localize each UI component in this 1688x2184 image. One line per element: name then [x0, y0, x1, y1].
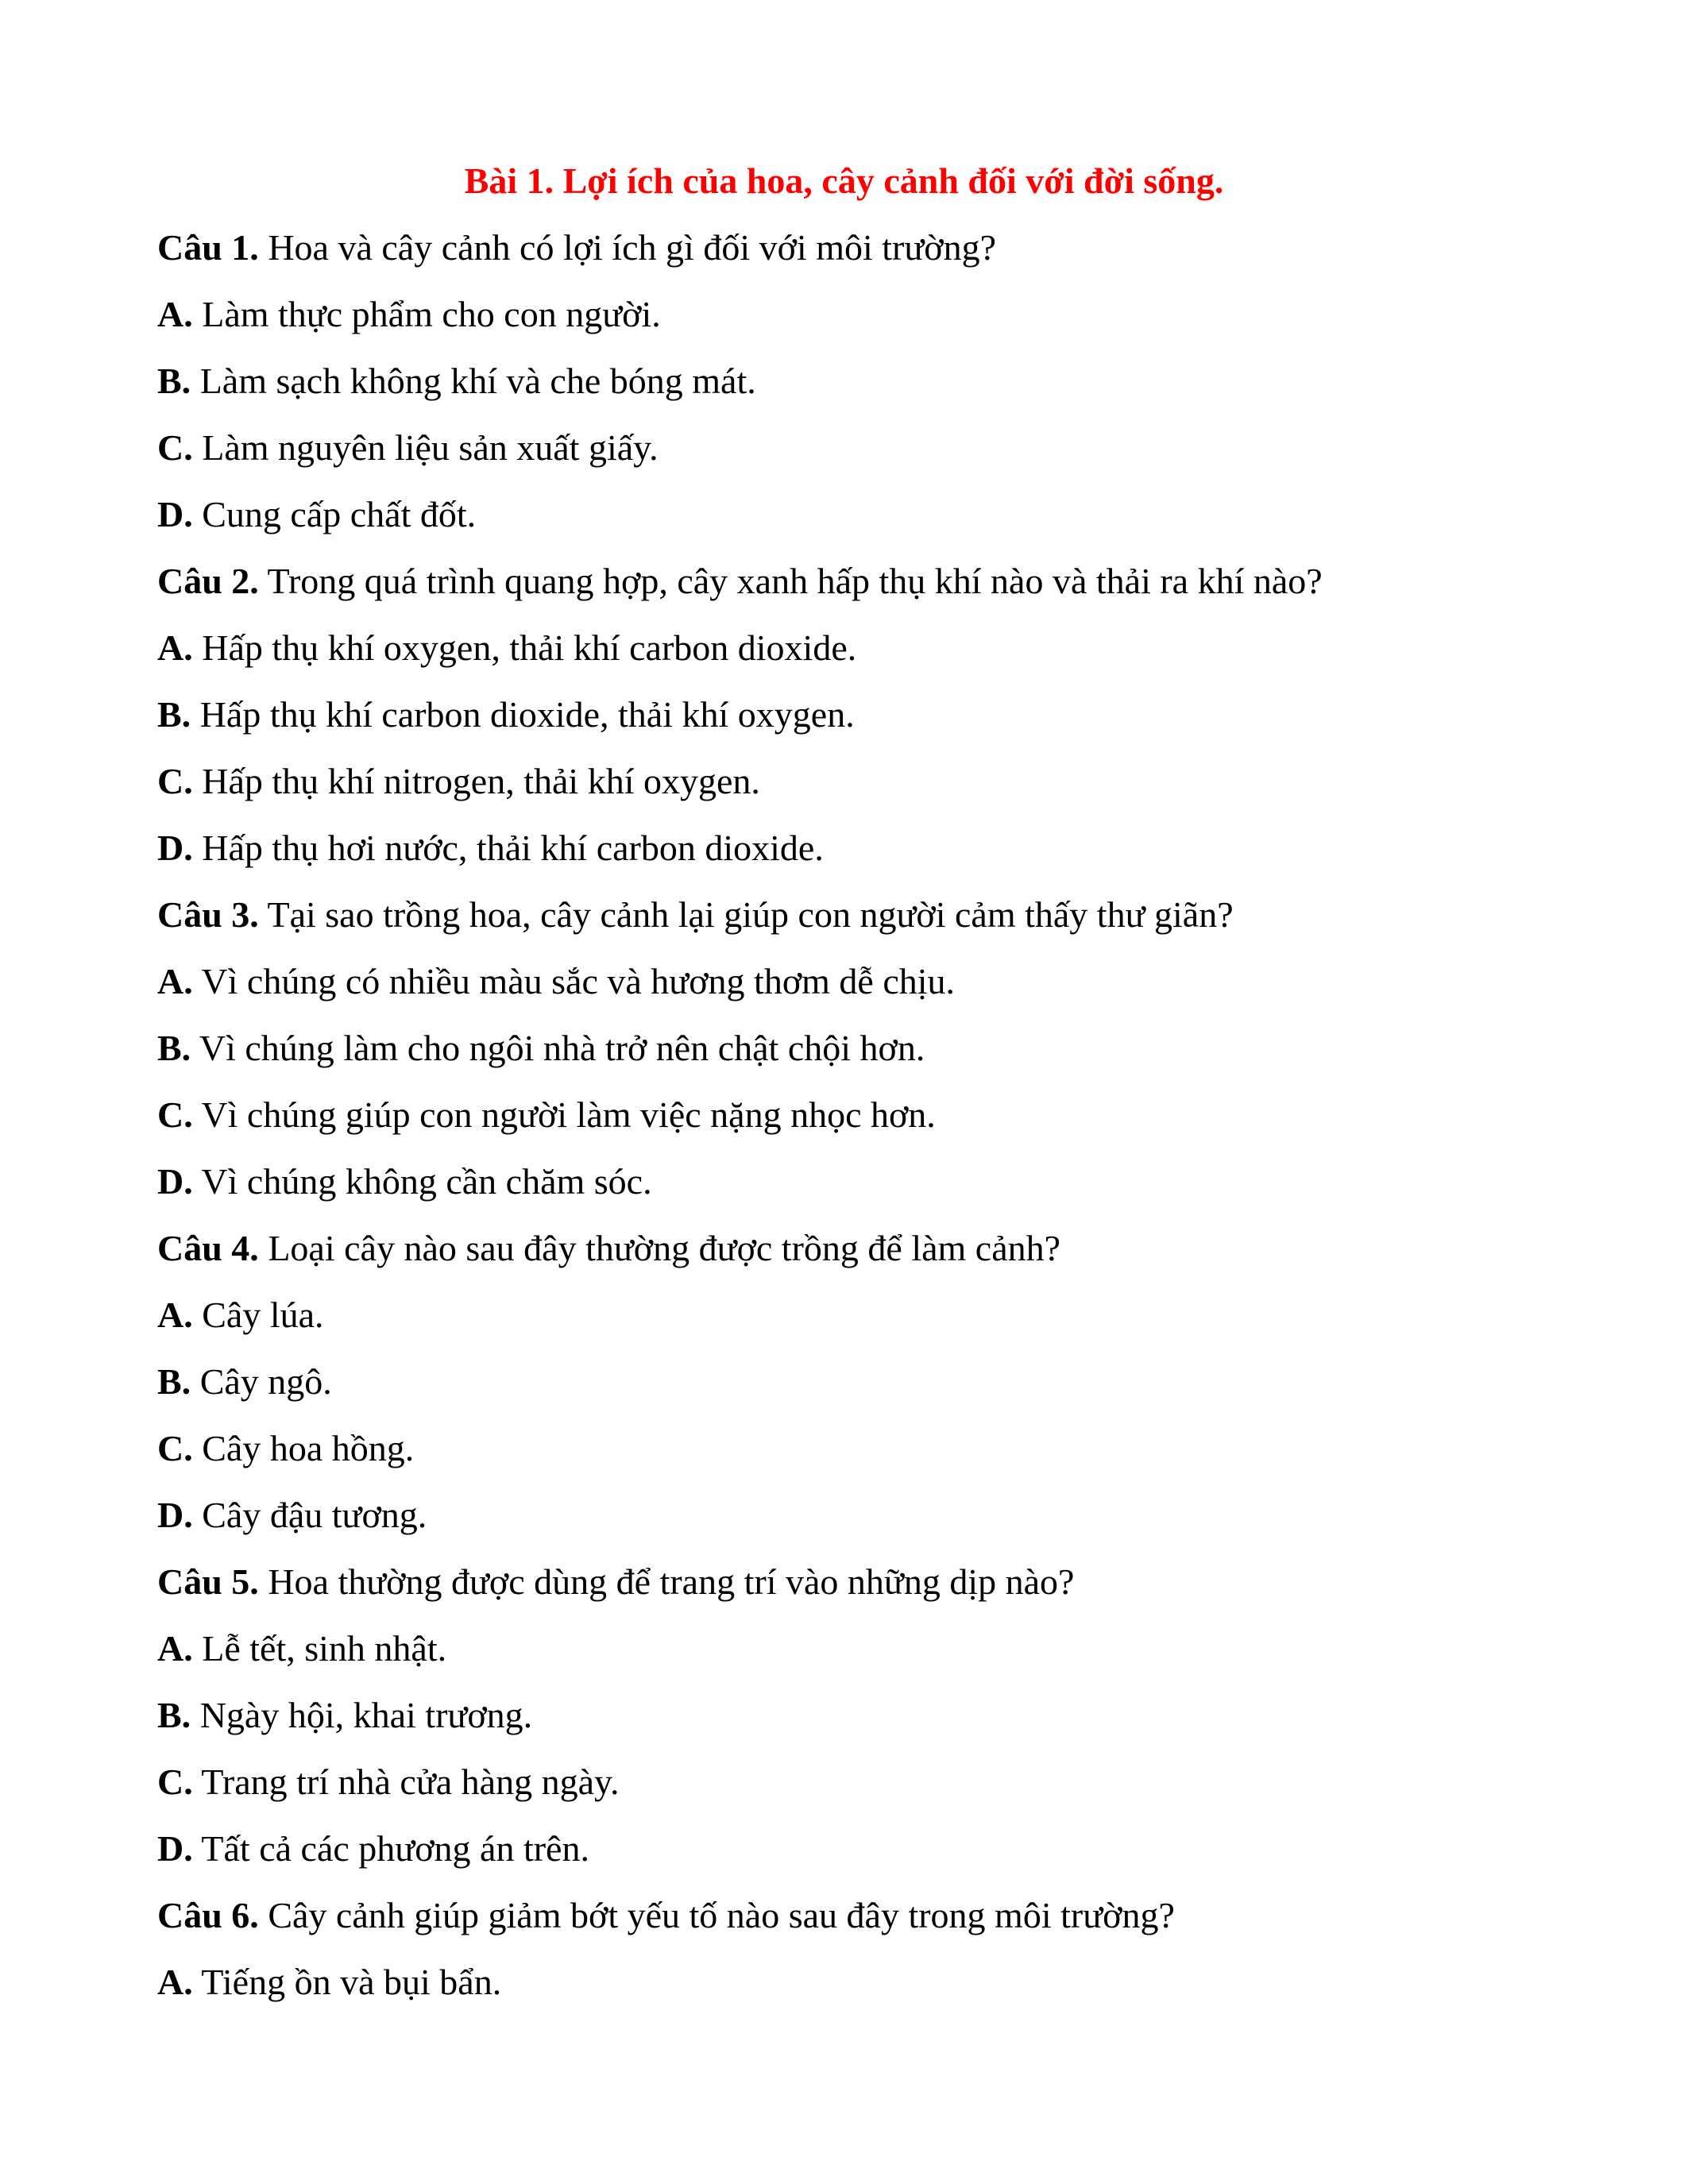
option-label: D.	[157, 1828, 193, 1869]
question-4	[157, 1215, 1587, 1282]
option-label: C.	[157, 1761, 193, 1802]
question-text: Hoa thường được dùng để trang trí vào những dịp nào?	[258, 1561, 1075, 1602]
question-text: Hoa và cây cảnh có lợi ích gì đối với môi trường?	[258, 227, 997, 268]
option-label: C.	[157, 1428, 193, 1468]
option-label: A.	[157, 1962, 193, 2002]
option-label: D.	[157, 828, 193, 868]
answer-option	[157, 481, 1587, 548]
option-text: Làm nguyên liệu sản xuất giấy.	[192, 427, 659, 468]
answer-option	[157, 415, 1587, 481]
question-label: Câu 1.	[157, 227, 259, 268]
question-label: Câu 2.	[157, 561, 259, 601]
option-text: Làm thực phẩm cho con người.	[192, 294, 661, 334]
question-text: Tại sao trồng hoa, cây cảnh lại giúp con người cảm thấy thư giãn?	[258, 894, 1234, 935]
answer-option	[157, 1282, 1587, 1349]
answer-option	[157, 748, 1587, 815]
option-text: Cây đậu tương.	[192, 1495, 427, 1535]
option-label: C.	[157, 761, 193, 801]
option-label: A.	[157, 1628, 193, 1669]
question-text: Loại cây nào sau đây thường được trồng để làm cảnh?	[258, 1228, 1061, 1268]
answer-option	[157, 1015, 1587, 1082]
answer-option	[157, 815, 1587, 882]
option-text: Hấp thụ khí oxygen, thải khí carbon dioxide.	[192, 627, 857, 668]
question-label: Câu 5.	[157, 1561, 259, 1602]
question-5	[157, 1549, 1587, 1615]
answer-option	[157, 1148, 1587, 1215]
answer-option	[157, 1949, 1587, 2016]
answer-option	[157, 1349, 1587, 1415]
answer-option	[157, 1082, 1587, 1148]
option-text: Ngày hội, khai trương.	[191, 1695, 533, 1735]
answer-option	[157, 615, 1587, 681]
answer-option	[157, 1815, 1587, 1882]
option-label: B.	[157, 1028, 191, 1068]
option-text: Lễ tết, sinh nhật.	[192, 1628, 447, 1669]
option-text: Vì chúng có nhiều màu sắc và hương thơm dễ chịu.	[192, 961, 956, 1001]
option-text: Vì chúng làm cho ngôi nhà trở nên chật chội hơn.	[191, 1028, 925, 1068]
option-label: D.	[157, 1495, 193, 1535]
option-text: Tiếng ồn và bụi bẩn.	[192, 1962, 502, 2002]
option-text: Tất cả các phương án trên.	[192, 1828, 589, 1869]
answer-option	[157, 348, 1587, 415]
option-label: C.	[157, 1094, 193, 1135]
question-text: Trong quá trình quang hợp, cây xanh hấp thụ khí nào và thải ra khí nào?	[258, 561, 1323, 601]
option-label: A.	[157, 294, 193, 334]
answer-option	[157, 1682, 1587, 1749]
option-text: Hấp thụ hơi nước, thải khí carbon dioxide.	[192, 828, 824, 868]
option-text: Cây ngô.	[191, 1361, 332, 1402]
answer-option	[157, 1615, 1587, 1682]
question-1	[157, 214, 1587, 281]
option-text: Vì chúng giúp con người làm việc nặng nhọc hơn.	[192, 1094, 936, 1135]
option-text: Hấp thụ khí nitrogen, thải khí oxygen.	[192, 761, 760, 801]
option-text: Cung cấp chất đốt.	[192, 494, 477, 534]
question-list	[157, 214, 1587, 2016]
option-label: C.	[157, 427, 193, 468]
option-label: B.	[157, 1361, 191, 1402]
answer-option	[157, 1749, 1587, 1815]
answer-option	[157, 948, 1587, 1015]
question-text: Cây cảnh giúp giảm bớt yếu tố nào sau đây trong môi trường?	[258, 1895, 1175, 1935]
question-3	[157, 882, 1587, 948]
option-label: B.	[157, 361, 191, 401]
answer-option	[157, 1415, 1587, 1482]
question-label: Câu 3.	[157, 894, 259, 935]
option-text: Vì chúng không cần chăm sóc.	[192, 1161, 652, 1202]
option-label: A.	[157, 1295, 193, 1335]
question-2	[157, 548, 1587, 615]
option-label: A.	[157, 627, 193, 668]
answer-option	[157, 281, 1587, 348]
option-label: A.	[157, 961, 193, 1001]
answer-option	[157, 681, 1587, 748]
option-text: Hấp thụ khí carbon dioxide, thải khí oxygen.	[191, 694, 855, 735]
option-label: D.	[157, 1161, 193, 1202]
option-label: B.	[157, 1695, 191, 1735]
option-text: Trang trí nhà cửa hàng ngày.	[192, 1761, 620, 1802]
option-label: D.	[157, 494, 193, 534]
question-6	[157, 1882, 1587, 1949]
option-label: B.	[157, 694, 191, 735]
question-label: Câu 6.	[157, 1895, 259, 1935]
option-text: Làm sạch không khí và che bóng mát.	[191, 361, 756, 401]
option-text: Cây hoa hồng.	[192, 1428, 415, 1468]
page-title: Bài 1. Lợi ích của hoa, cây cảnh đối với đời sống.	[464, 160, 1224, 201]
option-text: Cây lúa.	[192, 1295, 324, 1335]
question-label: Câu 4.	[157, 1228, 259, 1268]
answer-option	[157, 1482, 1587, 1549]
